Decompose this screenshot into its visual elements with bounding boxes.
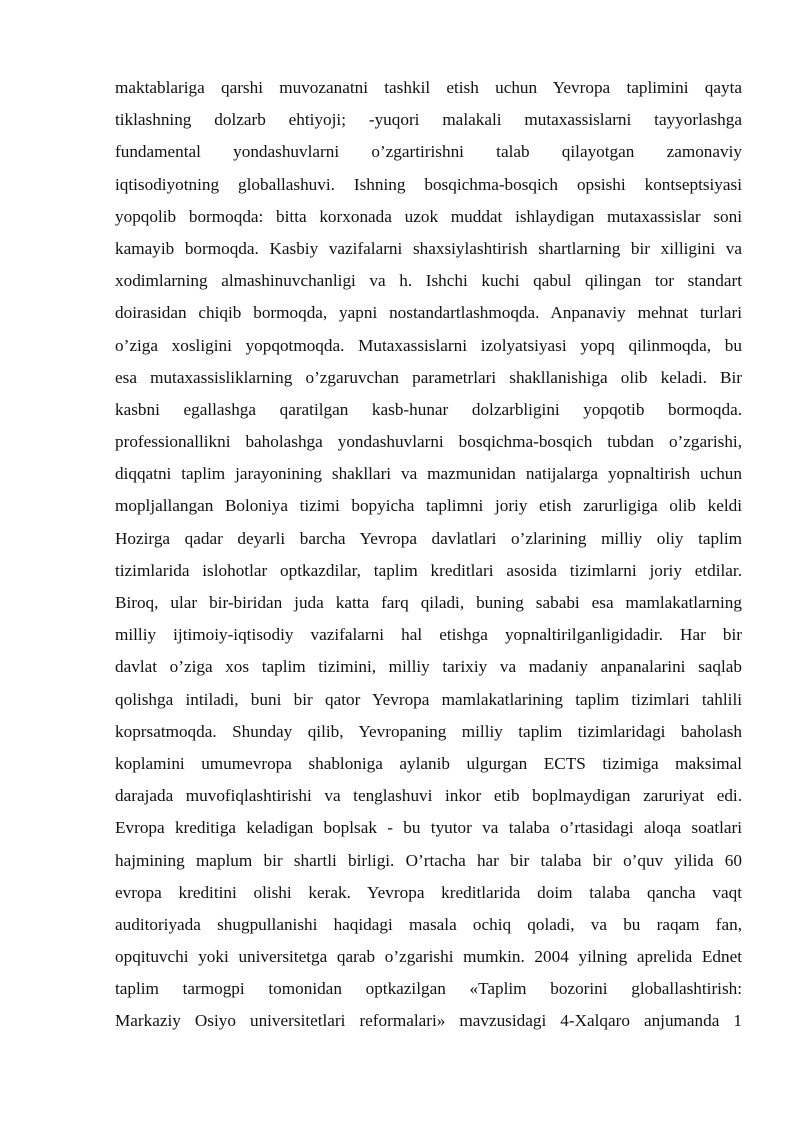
text-line: diqqatni taplim jarayonining shakllari va mazmunidan natijalarga yopnaltirish uchun xyxy=(115,464,742,484)
text-line: esa mutaxassisliklarning o’zgaruvchan parametrlari shakllanishiga olib keladi. Bir xyxy=(115,367,742,387)
text-line: xodimlarning almashinuvchanligi va h. Ishchi kuchi qabul qilingan tor standart xyxy=(115,271,742,291)
text-line: koplamini umumevropa shabloniga aylanib ulgurgan ECTS tizimiga maksimal xyxy=(115,753,742,773)
text-line: Evropa kreditiga keladigan boplsak - bu tyutor va talaba o’rtasidagi aloqa soatlari xyxy=(115,818,742,838)
text-line: o’ziga xosligini yopqotmoqda. Mutaxassislarni izolyatsiyasi yopq qilinmoqda, bu xyxy=(115,335,742,355)
text-line: taplim tarmogpi tomonidan optkazilgan «Taplim bozorini globallashtirish: xyxy=(115,979,742,999)
text-line: Markaziy Osiyo universitetlari reformalari» mavzusidagi 4-Xalqaro anjumanda 1 xyxy=(115,1011,742,1031)
text-line: tiklashning dolzarb ehtiyoji; -yuqori malakali mutaxassislarni tayyorlashga xyxy=(115,110,742,130)
text-line: milliy ijtimoiy-iqtisodiy vazifalarni hal etishga yopnaltirilganligidadir. Har bir xyxy=(115,625,742,645)
text-line: mopljallangan Boloniya tizimi bopyicha taplimni joriy etish zarurligiga olib keldi xyxy=(115,496,742,516)
text-line: davlat o’ziga xos taplim tizimini, milliy tarixiy va madaniy anpanalarini saqlab xyxy=(115,657,742,677)
text-line: auditoriyada shugpullanishi haqidagi masala ochiq qoladi, va bu raqam fan, xyxy=(115,914,742,934)
text-line: yopqolib bormoqda: bitta korxonada uzok muddat ishlaydigan mutaxassislar soni xyxy=(115,206,742,226)
text-line: Hozirga qadar deyarli barcha Yevropa davlatlari o’zlarining milliy oliy taplim xyxy=(115,528,742,548)
text-line: fundamental yondashuvlarni o’zgartirishni talab qilayotgan zamonaviy xyxy=(115,142,742,162)
text-line: professionallikni baholashga yondashuvlarni bosqichma-bosqich tubdan o’zgarishi, xyxy=(115,432,742,452)
text-line: doirasidan chiqib bormoqda, yapni nostandartlashmoqda. Anpanaviy mehnat turlari xyxy=(115,303,742,323)
text-line: iqtisodiyotning globallashuvi. Ishning bosqichma-bosqich opsishi kontseptsiyasi xyxy=(115,174,742,194)
text-line: tizimlarida islohotlar optkazdilar, taplim kreditlari asosida tizimlarni joriy etdilar. xyxy=(115,560,742,580)
text-line: darajada muvofiqlashtirishi va tenglashuvi inkor etib boplmaydigan zaruriyat edi. xyxy=(115,786,742,806)
text-line: evropa kreditini olishi kerak. Yevropa kreditlarida doim talaba qancha vaqt xyxy=(115,882,742,902)
text-line: kasbni egallashga qaratilgan kasb-hunar dolzarbligini yopqotib bormoqda. xyxy=(115,399,742,419)
text-line: koprsatmoqda. Shunday qilib, Yevropaning milliy taplim tizimlaridagi baholash xyxy=(115,721,742,741)
text-line: Biroq, ular bir-biridan juda katta farq qiladi, buning sababi esa mamlakatlarning xyxy=(115,593,742,612)
body-text xyxy=(115,72,742,1038)
text-line: kamayib bormoqda. Kasbiy vazifalarni shaxsiylashtirish shartlarning bir xilligini va xyxy=(115,238,742,258)
text-line: qolishga intiladi, buni bir qator Yevropa mamlakatlarining taplim tizimlari tahlili xyxy=(115,689,742,709)
text-line: opqituvchi yoki universitetga qarab o’zgarishi mumkin. 2004 yilning aprelida Ednet xyxy=(115,947,742,967)
text-line: maktablariga qarshi muvozanatni tashkil etish uchun Yevropa taplimini qayta xyxy=(115,78,742,97)
text-line: hajmining maplum bir shartli birligi. O’rtacha har bir talaba bir o’quv yilida 60 xyxy=(115,850,742,870)
